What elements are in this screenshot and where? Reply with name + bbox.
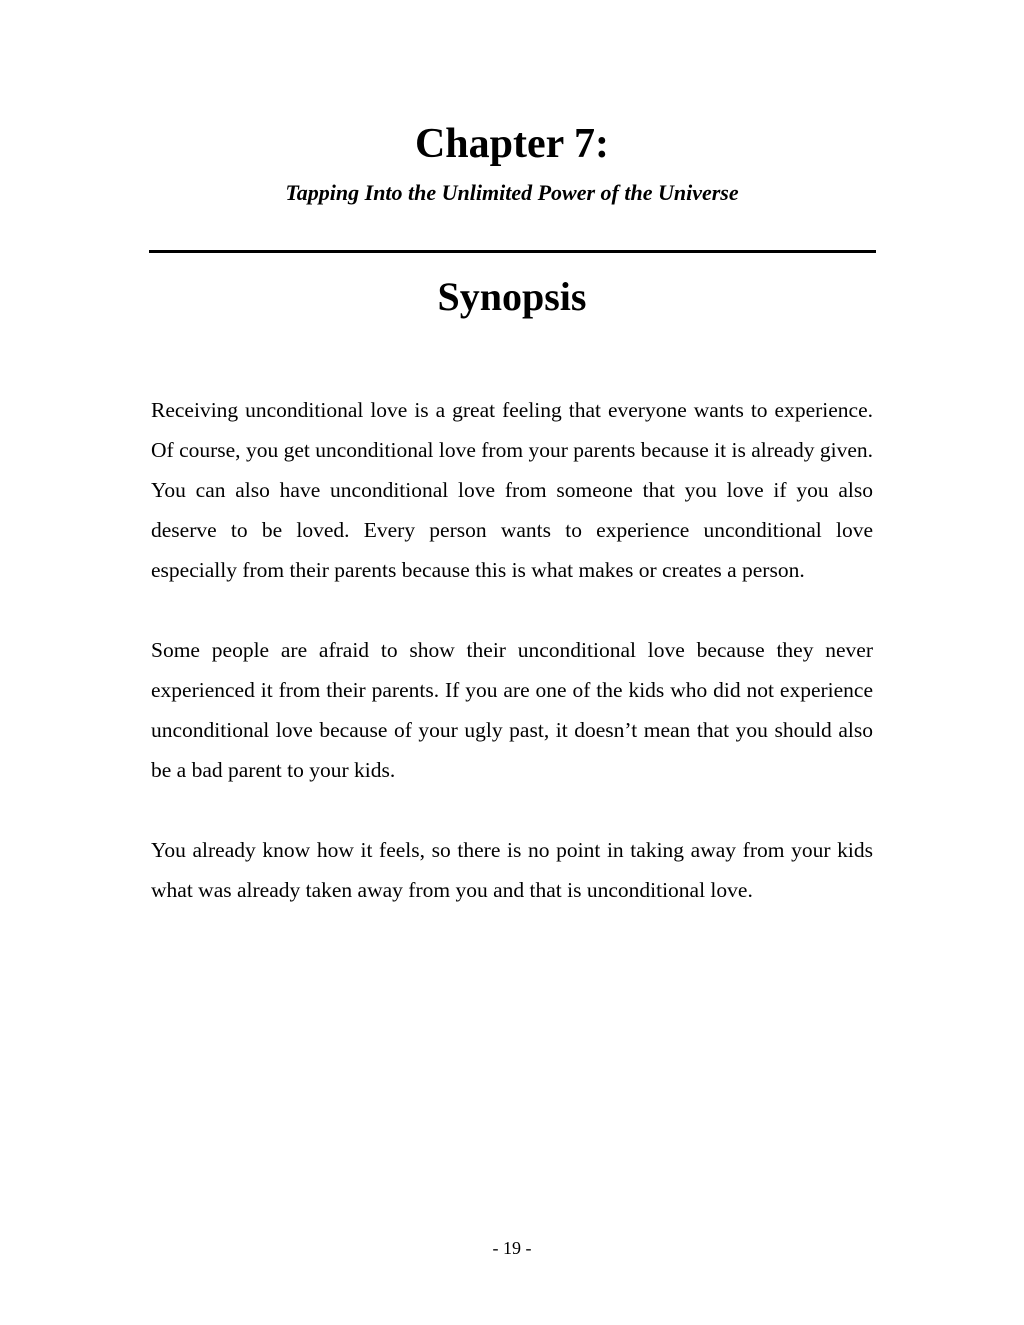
paragraph: Some people are afraid to show their unconditional love because they never experienced it from their parents. If you are one of the kids who did not experience unconditional love because of your ugly past, it doesn’t mean that you should also be a bad parent to your kids. [151, 638, 873, 782]
chapter-title: Chapter 7: [414, 121, 610, 167]
section-divider [149, 250, 876, 253]
section-title: Synopsis [437, 274, 587, 319]
page-number: - 19 - [492, 1238, 532, 1258]
paragraph: You already know how it feels, so there is no point in taking away from your kids what was already taken away from you and that is unconditional love. [151, 838, 873, 902]
paragraph: Receiving unconditional love is a great feeling that everyone wants to experience. Of course, you get unconditional love from your parents because it is already given. You can also have unconditional love from someone that you love if you also deserve to be loved. Every person wants to experience unconditional love especially from their parents because this is what makes or creates a person. [151, 398, 873, 582]
body-text [151, 390, 873, 950]
chapter-subtitle: Tapping Into the Unlimited Power of the Universe [285, 180, 739, 205]
